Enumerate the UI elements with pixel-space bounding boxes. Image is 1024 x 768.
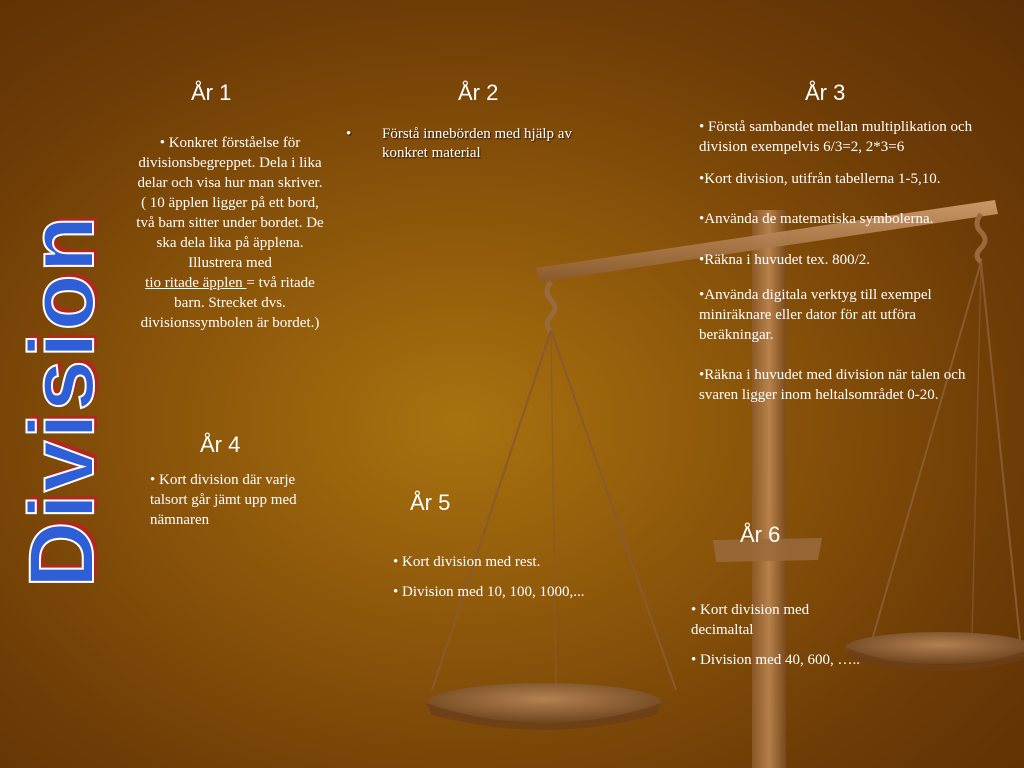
heading-ar3: År 3 — [805, 80, 846, 105]
heading-ar4: År 4 — [200, 432, 241, 457]
ar4-content — [150, 470, 330, 530]
heading-ar5: År 5 — [410, 490, 451, 515]
ar2-bullet: • — [346, 126, 352, 142]
heading-ar2: År 2 — [458, 80, 499, 105]
ar2-content — [346, 125, 616, 163]
ar5-item-1: • Kort division med rest. — [393, 554, 541, 570]
ar3-item-3: •Använda de matematiska symbolerna. — [699, 211, 934, 227]
ar3-item-5: •Använda digitala verktyg till exempel miniräknare eller dator för att utföra beräkningar. — [699, 287, 932, 343]
ar1-content — [134, 133, 326, 333]
ar3-item-2: •Kort division, utifrån tabellerna 1-5,10. — [699, 171, 941, 187]
ar3-item-6: •Räkna i huvudet med division när talen och svaren ligger inom heltalsområdet 0-20. — [699, 367, 966, 403]
ar1-text: • Konkret förståelse för divisionsbegreppet. Dela i lika delar och visa hur man skriver. ( 10 äpplen ligger på ett bord, två barn sitter under bordet. De ska dela lika på äpplena. Illustrera med — [136, 135, 324, 271]
ar5-content — [393, 552, 633, 616]
heading-ar6: År 6 — [740, 522, 781, 547]
ar1-text-after: = två ritade barn. Strecket dvs. divisionssymbolen är bordet.) — [140, 275, 320, 331]
ar6-content — [691, 600, 860, 684]
heading-ar1: År 1 — [191, 80, 232, 105]
ar4-item: • Kort division där varje talsort går jämt upp med nämnaren — [150, 472, 297, 528]
slide-title: Division — [11, 214, 113, 588]
ar6-item-1: • Kort division med decimaltal — [691, 602, 810, 638]
ar3-content — [699, 117, 994, 419]
ar3-item-4: •Räkna i huvudet tex. 800/2. — [699, 252, 871, 268]
ar6-item-2: • Division med 40, 600, ….. — [691, 652, 860, 668]
ar2-item: Förstå innebörden med hjälp av konkret material — [382, 126, 572, 161]
ar3-item-1: • Förstå sambandet mellan multiplikation och division exempelvis 6/3=2, 2*3=6 — [699, 119, 973, 155]
ar5-item-2: • Division med 10, 100, 1000,... — [393, 584, 585, 600]
ar1-underlined-text: tio ritade äpplen — [145, 275, 247, 291]
